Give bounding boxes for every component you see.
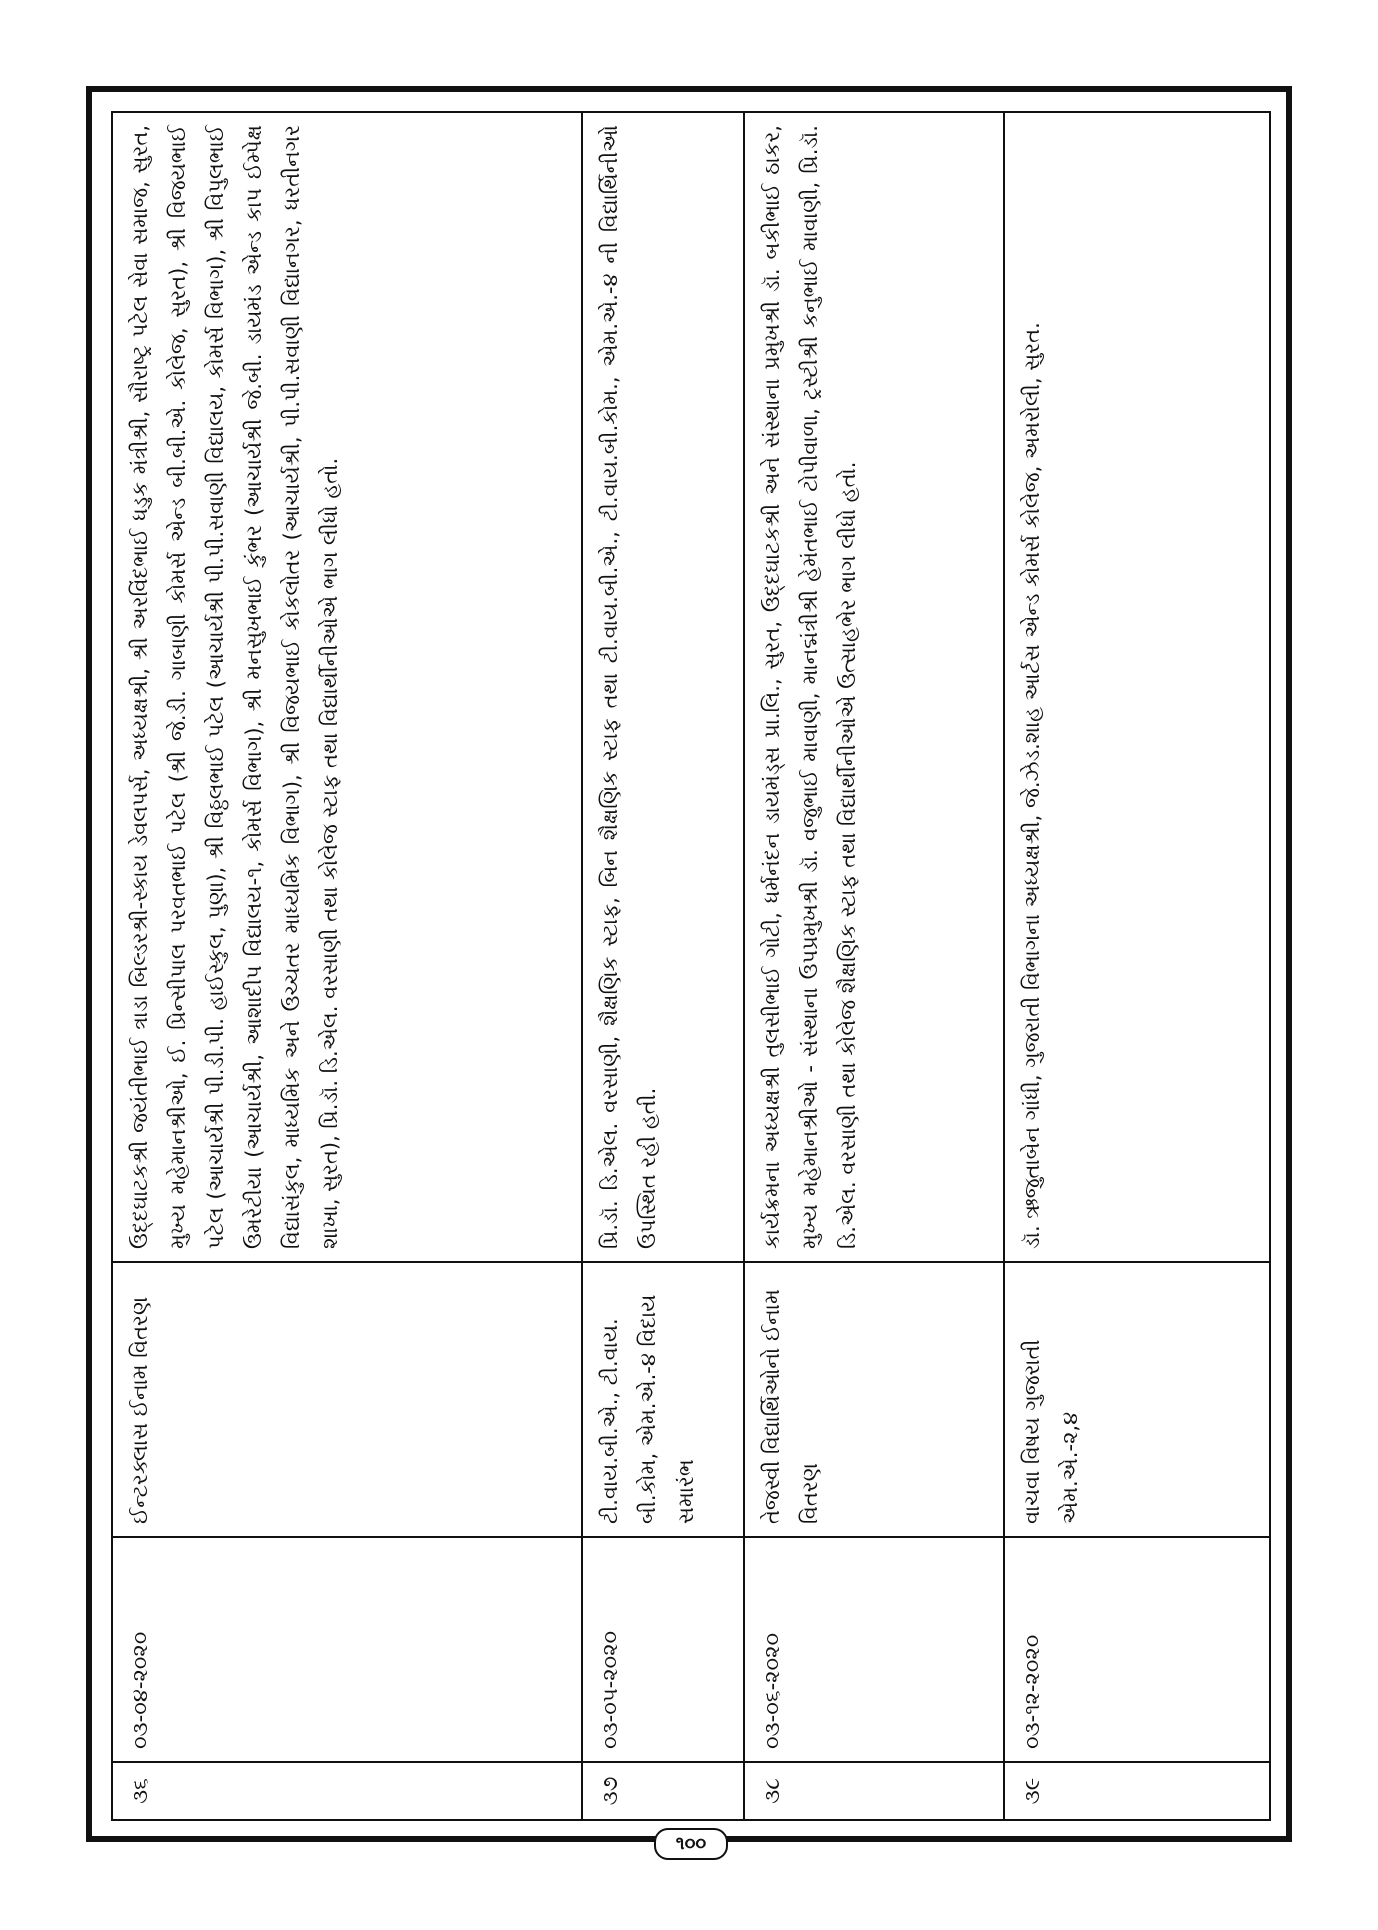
rotated-content xyxy=(111,111,1271,1821)
event-date: ૦૩-૦૫-૨૦૨૦ xyxy=(582,1537,744,1762)
event-name: વાચવા વિષય ગુજરાતી એમ.એ.-૨,૪ xyxy=(1004,1262,1270,1537)
serial-number: ૩૯ xyxy=(1004,1762,1270,1820)
event-date: ૦૩-૧૨-૨૦૨૦ xyxy=(1004,1537,1270,1762)
event-details: કાર્યક્રમના અધ્યક્ષશ્રી તુલસીભાઈ ગોટી, ધર્મનંદન ડાયમંડ્સ પ્રા.લિ., સુરત, ઉદ્દઘાટકશ્રી અને સંસ્થાના પ્રમુખશ્રી ડૉ. બકીભાઈ ઠાકર, મુખ્ય મહેમાનશ્રીઓ - સંસ્થાના ઉપપ્રમુખશ્રી ડૉ. વજુભાઈ માવાણી, માનદ્મંત્રીશ્રી હેમંતભાઈ ટોપીવાળા, ટ્રસ્ટીશ્રી કનુભાઈ માવાણી, પ્રિ.ડૉ. ડિ.એલ. વરસાણી તથા કોલેજ શૈક્ષણિક સ્ટાફ તથા વિદ્યાર્થીનીઓએ ઉત્સાહભેર ભાગ લીધો હતો. xyxy=(744,112,1004,1262)
table-row xyxy=(1004,112,1270,1820)
table-row xyxy=(744,112,1004,1820)
table-row xyxy=(582,112,744,1820)
event-details: પ્રિ.ડૉ. ડિ.એલ. વરસાણી, શૈક્ષણિક સ્ટાફ, બિન શૈક્ષણિક સ્ટાફ તથા ટી.વાય.બી.એ., ટી.વાય.બી.કોમ., એમ.એ.-૪ ની વિદ્યાર્થિનીઓ ઉપસ્થિત રહી હતી. xyxy=(582,112,744,1262)
event-date: ૦૩-૦૪-૨૦૨૦ xyxy=(112,1537,582,1762)
event-name: ટી.વાય.બી.એ., ટી.વાય. બી.કોમ, એમ.એ.-૪ વિદાય સમારંભ xyxy=(582,1262,744,1537)
event-details: ઉદ્દઘાટકશ્રી જયંતીભાઈ ત્રાડા બિલ્ડરશ્રી-સ્કાય ડેવલપર્સ, અધ્યક્ષશ્રી, શ્રી અરવિંદભાઈ ધડુક મંત્રીશ્રી, સૌરાષ્ટ્ર પટેલ સેવા સમાજ, સુરત, મુખ્ય મહેમાનશ્રીઓ, ઈ. પ્રિન્સીપાલ પરવતભાઈ પટેલ (શ્રી જે.ડી. ગાબાણી કોમર્સ એન્ડ બી.બી.એ. કોલેજ, સુરત), શ્રી વિજયભાઈ પટેલ (આચાર્યશ્રી પી.ડી.પી. હાઈસ્કુલ, પુણા), શ્રી વિઠ્ઠલભાઈ પટેલ (આચાર્યશ્રી પી.પી.સવાણી વિદ્યાલય, કોમર્સ વિભાગ), શ્રી વિપુલભાઈ ઉમરેટીયા (આચાર્યશ્રી, આશાદીપ વિદ્યાલય-૧, કોમર્સ વિભાગ), શ્રી મનસુખભાઈ કુંભર (આચાર્યશ્રી જે.બી. ડાયમંડ એન્ડ કાપ ઈમ્પેક્ષ વિદ્યાસંકુલ, માધ્યમિક અને ઉચ્ચતર માધ્યમિક વિભાગ), શ્રી વિજયભાઈ કોકલોતર (આચાર્યશ્રી, પી.પી.સવાણી વિદ્યાનગર, ધરતીનગર શાખા, સુરત), પ્રિ.ડૉ. ડિ.એલ. વરસાણી તથા કોલેજ સ્ટાફ તથા વિદ્યાર્થીનીઓએ ભાગ લીધો હતો. xyxy=(112,112,582,1262)
records-table xyxy=(111,111,1271,1821)
event-name: તેજસ્વી વિદ્યાર્થિઓનો ઈનામ વિતરણ xyxy=(744,1262,1004,1537)
page-number: ૧૦૦ xyxy=(654,1828,728,1860)
event-name: ઈન્ટરક્લાસ ઈનામ વિતરણ xyxy=(112,1262,582,1537)
event-details: ડૉ. ઋજુતાબેન ગાંધી, ગુજરાતી વિભાગના અધ્યક્ષશ્રી, જે.ઝેડ.શાહ આર્ટસ એન્ડ કોમર્સ કોલેજ, અમરોલી, સુરત. xyxy=(1004,112,1270,1262)
serial-number: ૩૬ xyxy=(112,1762,582,1820)
serial-number: ૩૭ xyxy=(582,1762,744,1820)
serial-number: ૩૮ xyxy=(744,1762,1004,1820)
records-sheet xyxy=(111,111,1271,1821)
event-date: ૦૩-૦૬-૨૦૨૦ xyxy=(744,1537,1004,1762)
table-row xyxy=(112,112,582,1820)
